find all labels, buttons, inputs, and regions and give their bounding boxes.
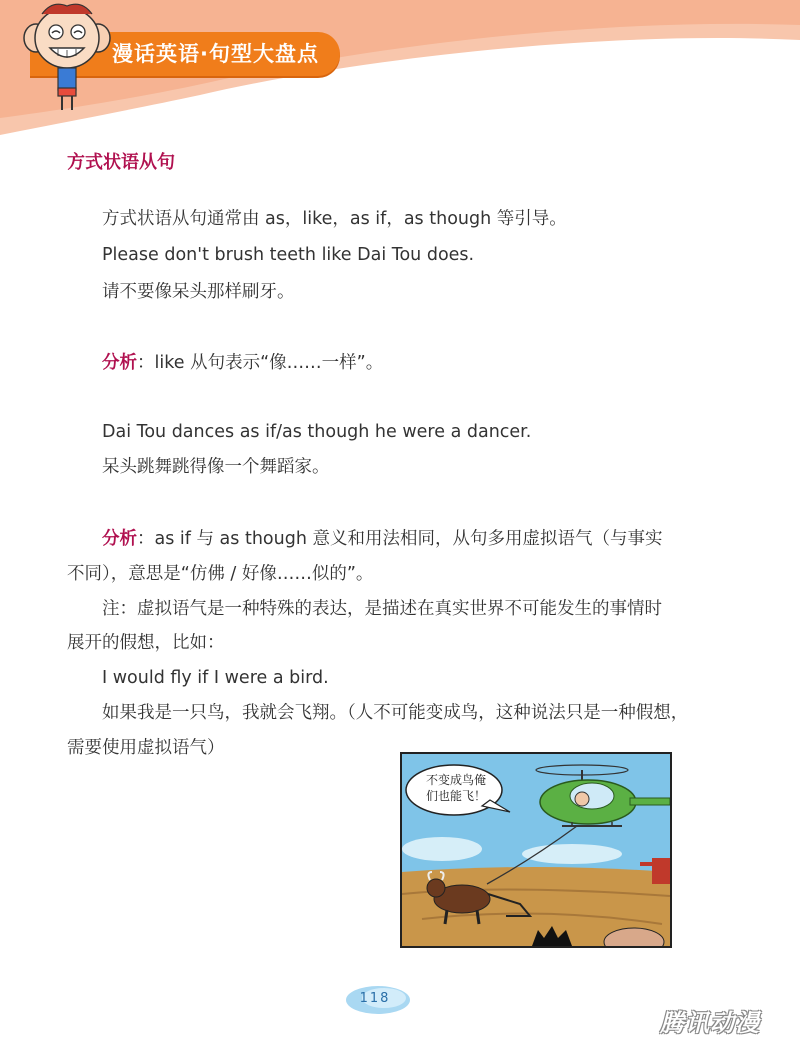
analysis1-text: ：like 从句表示“像……一样”。 [137,353,384,373]
intro-text: 方式状语从句通常由 as，like，as if，as though 等引导。 [102,209,567,229]
example2-en: Dai Tou dances as if/as though he were a dancer. [102,422,532,442]
example3-zh-line2: 需要使用虚拟语气） [67,738,225,758]
page-number: 118 [359,991,391,1006]
banner-title: 漫话英语·句型大盘点 [112,42,319,66]
example1-en: Please don't brush teeth like Dai Tou does. [102,245,475,265]
example1-zh: 请不要像呆头那样刷牙。 [102,282,295,302]
analysis2-line2: 不同），意思是“仿佛 / 好像……似的”。 [67,564,374,584]
example2-zh: 呆头跳舞跳得像一个舞蹈家。 [102,457,330,477]
note-line1: 注：虚拟语气是一种特殊的表达，是描述在真实世界不可能发生的事情时 [102,599,662,619]
analysis-label: 分析 [102,529,137,549]
analysis1 [102,352,383,374]
comic-panel [400,752,672,948]
note-line2: 展开的假想，比如： [67,633,225,653]
analysis2-line1 [102,528,662,550]
mascot-illustration [22,0,112,115]
analysis2-text-a: ：as if 与 as though 意义和用法相同，从句多用虚拟语气（与事实 [137,529,663,549]
example3-en: I would fly if I were a bird. [102,668,329,688]
example3-zh-line1: 如果我是一只鸟，我就会飞翔。（人不可能变成鸟，这种说法只是一种假想， [102,703,689,723]
section-title: 方式状语从句 [67,152,175,173]
page-number-badge [340,982,410,1018]
speech-bubble-line1: 不变成鸟俺 [425,773,486,787]
speech-bubble-line2: 们也能飞！ [425,789,486,803]
watermark: 腾讯动漫 [660,1009,760,1037]
analysis-label: 分析 [102,353,137,373]
